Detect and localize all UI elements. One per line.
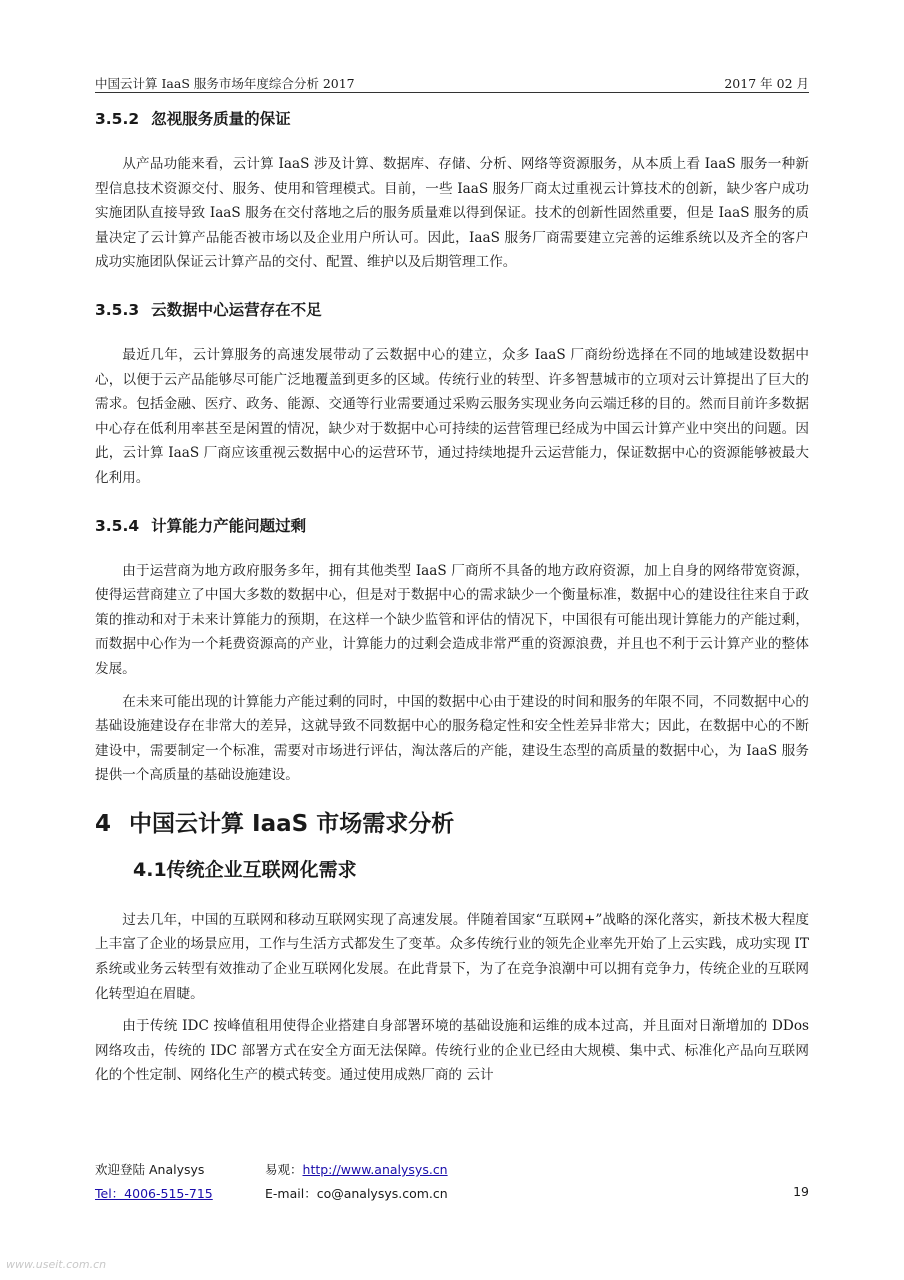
page-number: 19 bbox=[793, 1184, 809, 1199]
footer-site bbox=[265, 1160, 448, 1178]
paragraph: 从产品功能来看，云计算 IaaS 涉及计算、数据库、存储、分析、网络等资源服务，从本质上看 IaaS 服务一种新型信息技术资源交付、服务、使用和管理模式。目前，一些 IaaS 服务厂商太过重视云计算技术的创新，缺少客户成功实施团队直接导致 IaaS 服务在交付落地之后的服务质量难以得到保证。技术的创新性固然重要，但是 IaaS 服务的质量决定了云计算产品能否被市场以及企业用户所认可。因此，IaaS 服务厂商需要建立完善的运维系统以及齐全的客户成功实施团队保证云计算产品的交付、配置、维护以及后期管理工作。 bbox=[95, 156, 809, 271]
footer-email: E-mail：co@analysys.com.cn bbox=[265, 1186, 448, 1201]
header-title: 中国云计算 IaaS 服务市场年度综合分析 2017 bbox=[95, 76, 355, 91]
section-number: 3.5.3 bbox=[95, 300, 140, 319]
chapter-heading-4 bbox=[95, 802, 809, 846]
chapter-number: 4 bbox=[95, 810, 112, 837]
page-header bbox=[95, 70, 809, 93]
section-heading-3-5-3 bbox=[95, 297, 809, 323]
page-footer bbox=[95, 1160, 809, 1208]
paragraph: 过去几年，中国的互联网和移动互联网实现了高速发展。伴随着国家“互联网+”战略的深化落实，新技术极大程度上丰富了企业的场景应用，工作与生活方式都发生了变革。众多传统行业的领先企业率先开始了上云实践，成功实现 IT 系统或业务云转型有效推动了企业互联网化发展。在此背景下，为了在竞争浪潮中可以拥有竞争力，传统企业的互联网化转型迫在眉睫。 bbox=[95, 911, 809, 1002]
section-number: 3.5.2 bbox=[95, 110, 140, 128]
paragraph: 由于运营商为地方政府服务多年，拥有其他类型 IaaS 厂商所不具备的地方政府资源，加上自身的网络带宽资源，使得运营商建立了中国大多数的数据中心，但是对于数据中心的需求缺少一个衡量标准，数据中心的建设往往来自于政策的推动和对于未来计算能力的预期，在这样一个缺少监管和评估的情况下，中国很有可能出现计算能力的产能过剩，而数据中心作为一个耗费资源高的产业，计算能力的过剩会造成非常严重的资源浪费，并且也不利于云计算产业的整体发展。 bbox=[95, 562, 809, 677]
header-date: 2017 年 02 月 bbox=[724, 76, 809, 91]
section-title: 云数据中心运营存在不足 bbox=[151, 300, 322, 319]
section-number: 3.5.4 bbox=[95, 516, 140, 535]
document-body bbox=[95, 96, 809, 1096]
footer-welcome: 欢迎登陆 Analysys bbox=[95, 1162, 205, 1177]
chapter-title: 中国云计算 IaaS 市场需求分析 bbox=[129, 810, 455, 837]
website-link[interactable]: http://www.analysys.cn bbox=[302, 1162, 448, 1177]
tel-link[interactable]: Tel：4006-515-715 bbox=[95, 1186, 213, 1201]
section-title: 忽视服务质量的保证 bbox=[151, 110, 291, 128]
section-title: 计算能力产能问题过剩 bbox=[151, 516, 307, 535]
paragraph: 最近几年，云计算服务的高速发展带动了云数据中心的建立，众多 IaaS 厂商纷纷选择在不同的地域建设数据中心，以便于云产品能够尽可能广泛地覆盖到更多的区域。传统行业的转型、许多智慧城市的立项对云计算提出了巨大的需求。包括金融、医疗、政务、能源、交通等行业需要通过采购云服务实现业务向云端迁移的目的。然而目前许多数据中心存在低利用率甚至是闲置的情况，缺少对于数据中心可持续的运营管理已经成为中国云计算产业中突出的问题。因此，云计算 IaaS 厂商应该重视云数据中心的运营环节，通过持续地提升云运营能力，保证数据中心的资源能够被最大化利用。 bbox=[95, 346, 809, 486]
section-heading-4-1: 4.1传统企业互联网化需求 bbox=[133, 858, 357, 881]
footer-site-label: 易观： bbox=[265, 1162, 303, 1177]
watermark: www.useit.com.cn bbox=[6, 1258, 107, 1271]
paragraph: 由于传统 IDC 按峰值租用使得企业搭建自身部署环境的基础设施和运维的成本过高，并且面对日渐增加的 DDos 网络攻击，传统的 IDC 部署方式在安全方面无法保障。传统行业的企业已经由大规模、集中式、标准化产品向互联网化的个性定制、网络化生产的模式转变。通过使用成熟厂商的 云计 bbox=[95, 1018, 809, 1084]
section-heading-3-5-4 bbox=[95, 513, 809, 539]
section-heading-3-5-2 bbox=[95, 106, 809, 132]
paragraph: 在未来可能出现的计算能力产能过剩的同时，中国的数据中心由于建设的时间和服务的年限不同，不同数据中心的基础设施建设存在非常大的差异，这就导致不同数据中心的服务稳定性和安全性差异非常大；因此，在数据中心的不断建设中，需要制定一个标准，需要对市场进行评估，淘汰落后的产能，建设生态型的高质量的数据中心，为 IaaS 服务提供一个高质量的基础设施建设。 bbox=[95, 693, 809, 784]
